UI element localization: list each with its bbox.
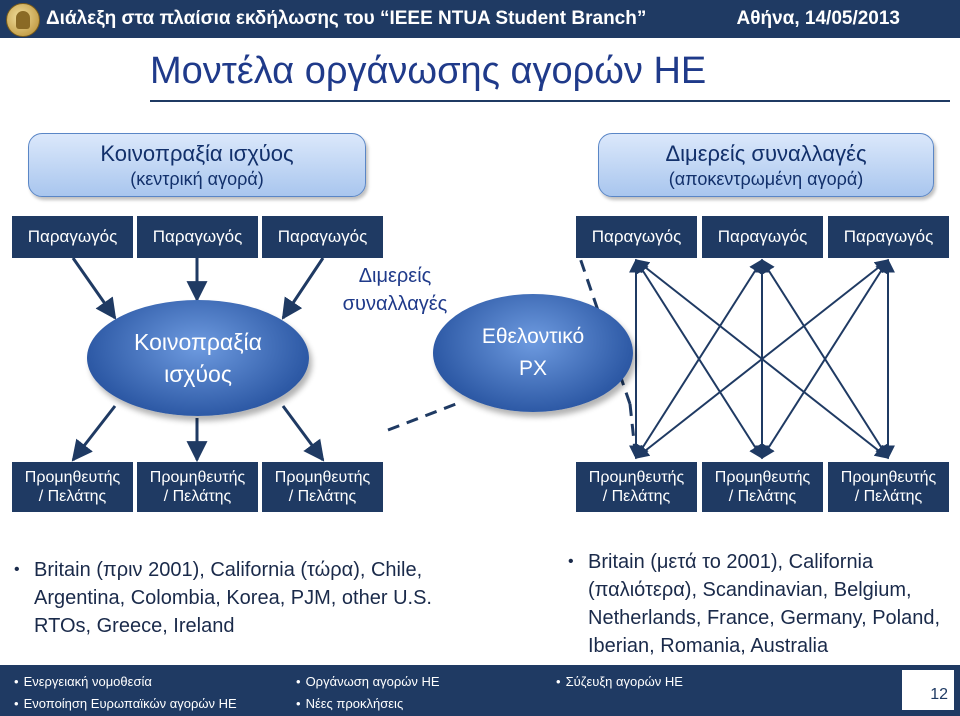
footer-item-market-coupling[interactable]: • Σύζευξη αγορών ΗΕ: [556, 674, 683, 689]
left-heading-line1: Κοινοπραξία ισχύος: [100, 141, 294, 166]
bilateral-label-line2: συναλλαγές: [342, 293, 448, 315]
right-supplier-2-line1: Προμηθευτής: [714, 469, 811, 486]
left-examples-text: Britain (πριν 2001), California (τώρα), Chile, Argentina, Colombia, Korea, PJM, other U.S. RTOs, Greece, Ireland: [34, 559, 432, 637]
left-supplier-1-line2: / Πελάτης: [38, 488, 107, 505]
right-supplier-3-line1: Προμηθευτής: [840, 469, 937, 486]
arrow-producer3-hub: [283, 258, 323, 318]
right-supplier-2: [702, 462, 823, 512]
right-examples: [568, 548, 953, 660]
event-date: Αθήνα, 14/05/2013: [736, 8, 900, 29]
footer-item-eu-market-integration[interactable]: • Ενοποίηση Ευρωπαϊκών αγορών ΗΕ: [14, 696, 237, 711]
bullet-dot: •: [568, 553, 574, 570]
power-pool-line2: ισχύος: [164, 361, 232, 387]
footer-item-new-challenges[interactable]: • Νέες προκλήσεις: [296, 696, 403, 711]
left-supplier-3-line1: Προμηθευτής: [274, 469, 371, 486]
right-supplier-2-line2: / Πελάτης: [728, 488, 797, 505]
voluntary-pool-hub: [433, 294, 633, 412]
right-examples-text: Britain (μετά το 2001), California (παλιότερα), Scandinavian, Belgium, Netherlands, France, Germany, Poland, Iberian, Romania, Australia: [588, 551, 941, 657]
right-producer-2: Παραγωγός: [702, 216, 823, 258]
right-supplier-1: [576, 462, 697, 512]
dashed-left-hub: [388, 404, 456, 430]
arrow-producer1-hub: [73, 258, 115, 318]
bilateral-trades-label: [330, 262, 460, 318]
voluntary-pool-line1: Εθελοντικό: [481, 325, 585, 348]
footer-item-market-organization[interactable]: • Οργάνωση αγορών ΗΕ: [296, 674, 440, 689]
footer-bar: [0, 665, 960, 716]
left-supplier-2: [137, 462, 258, 512]
left-supplier-1-line1: Προμηθευτής: [24, 469, 121, 486]
right-heading-line1: Διμερείς συναλλαγές: [665, 141, 867, 166]
left-producer-2: Παραγωγός: [137, 216, 258, 258]
page-number: 12: [902, 670, 954, 710]
right-supplier-1-line2: / Πελάτης: [602, 488, 671, 505]
arrow-hub-supplier1: [73, 406, 115, 460]
right-supplier-3: [828, 462, 949, 512]
right-supplier-3-line2: / Πελάτης: [854, 488, 923, 505]
left-supplier-1: [12, 462, 133, 512]
left-heading-line2: (κεντρική αγορά): [130, 169, 264, 189]
arrow-hub-supplier3: [283, 406, 323, 460]
left-producer-3: Παραγωγός: [262, 216, 383, 258]
left-producer-1: Παραγωγός: [12, 216, 133, 258]
left-model-heading: [28, 133, 366, 197]
left-supplier-3-line2: / Πελάτης: [288, 488, 357, 505]
bilateral-label-line1: Διμερείς: [358, 265, 432, 287]
right-producer-3: Παραγωγός: [828, 216, 949, 258]
footer-item-energy-law[interactable]: • Ενεργειακή νομοθεσία: [14, 674, 152, 689]
left-supplier-2-line2: / Πελάτης: [163, 488, 232, 505]
left-supplier-3: [262, 462, 383, 512]
right-producer-1: Παραγωγός: [576, 216, 697, 258]
voluntary-pool-line2: ΡΧ: [518, 357, 547, 380]
slide-title: Μοντέλα οργάνωσης αγορών ΗΕ: [150, 50, 707, 92]
left-examples: [14, 556, 454, 640]
power-pool-hub: [87, 300, 309, 416]
bullet-dot: •: [14, 561, 20, 578]
right-supplier-1-line1: Προμηθευτής: [588, 469, 685, 486]
power-pool-line1: Κοινοπραξία: [134, 329, 262, 355]
right-heading-line2: (αποκεντρωμένη αγορά): [668, 169, 864, 189]
right-model-heading: [598, 133, 934, 197]
left-supplier-2-line1: Προμηθευτής: [149, 469, 246, 486]
event-caption: Διάλεξη στα πλαίσια εκδήλωσης του “IEEE NTUA Student Branch”: [46, 8, 647, 29]
